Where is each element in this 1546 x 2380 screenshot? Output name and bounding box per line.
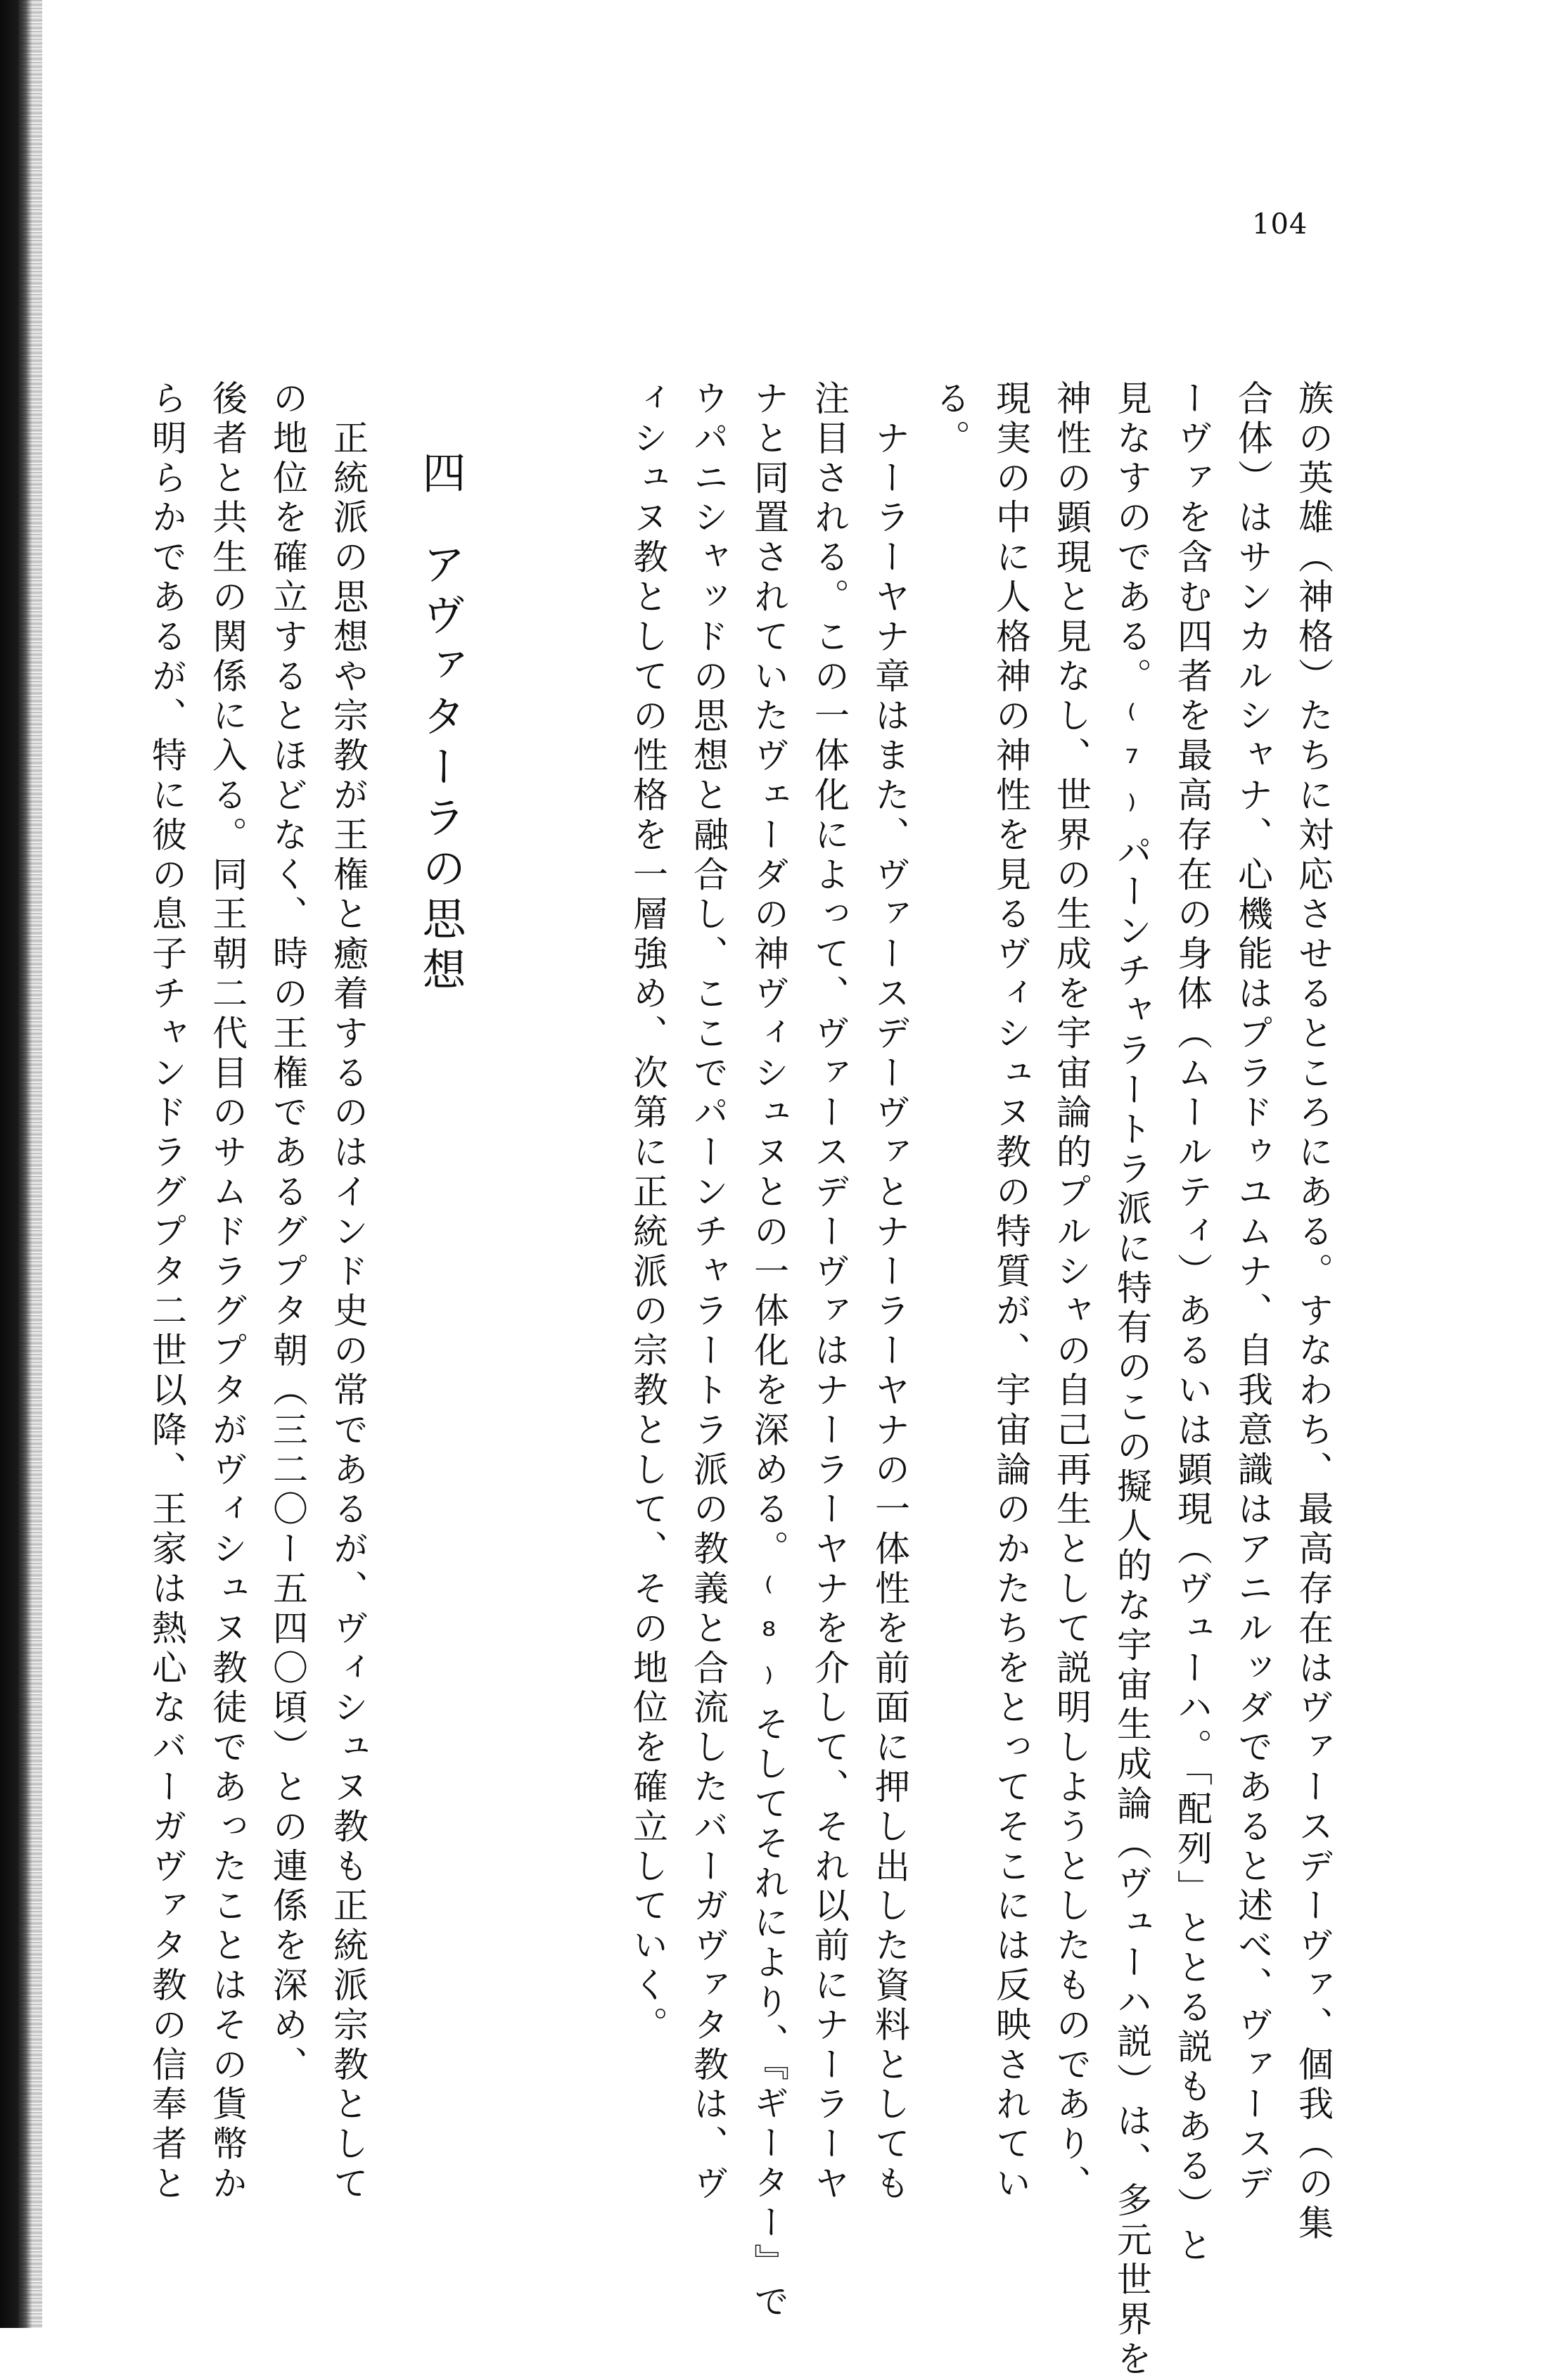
- text-column-14: の地位を確立するとほどなく、時の王権であるグプタ朝（三二〇ー五四〇頃）との連係を深め、: [267, 380, 308, 2086]
- text-column-12: ィシュヌ教としての性格を一層強め、次第に正統派の宗教として、その地位を確立していく。: [627, 380, 668, 2046]
- text-column-4: 見なすのである。⁽⁷⁾パーンチャラートラ派に特有のこの擬人的な宇宙生成論（ヴューハ説）は、多元世界を: [1111, 380, 1152, 2380]
- text-column-3: ーヴァを含む四者を最高存在の身体（ムールティ）あるいは顕現（ヴューハ。「配列」ととる説もある）と: [1172, 380, 1213, 2267]
- text-column-13: 正統派の思想や宗教が王権と癒着するのはインド史の常であるが、ヴィシュヌ教も正統派宗教として: [328, 380, 369, 2205]
- text-column-8: ナーラーヤナ章はまた、ヴァースデーヴァとナーラーヤナの一体性を前面に押し出した資料としても: [869, 380, 910, 2205]
- text-column-15: 後者と共生の関係に入る。同王朝二代目のサムドラグプタがヴィシュヌ教徒であったことはその貨幣か: [207, 380, 248, 2205]
- text-column-9: 注目される。この一体化によって、ヴァースデーヴァはナーラーヤナを介して、それ以前にナーラーヤ: [809, 380, 850, 2205]
- page-number: 104: [1252, 208, 1308, 241]
- text-column-5: 神性の顕現と見なし、世界の生成を宇宙論的プルシャの自己再生として説明しようとしたものであり、: [1051, 380, 1092, 2205]
- text-column-1: 族の英雄（神格）たちに対応させるところにある。すなわち、最高存在はヴァースデーヴァ、個我（の集: [1293, 380, 1334, 2244]
- text-column-2: 合体）はサンカルシャナ、心機能はプラドゥユムナ、自我意識はアニルッダであると述べ、ヴァースデ: [1232, 380, 1273, 2205]
- scan-edge-noise: [21, 0, 42, 2328]
- text-column-10: ナと同置されていたヴェーダの神ヴィシュヌとの一体化を深める。⁽⁸⁾そしてそれにより、『ギーター』で: [748, 380, 789, 2323]
- section-number: 四: [415, 450, 466, 501]
- text-column-11: ウパニシャッドの思想と融合し、ここでパーンチャラートラ派の教義と合流したバーガヴァタ教は、ヴ: [688, 380, 729, 2205]
- section-heading: [409, 450, 472, 997]
- text-column-6: 現実の中に人格神の神性を見るヴィシュヌ教の特質が、宇宙論のかたちをとってそこには反映されてい: [990, 380, 1031, 2205]
- text-column-7: る。: [930, 380, 971, 459]
- section-title: アヴァターラの思想: [415, 542, 466, 997]
- text-column-16: ら明らかであるが、特に彼の息子チャンドラグプタ二世以降、王家は熱心なバーガヴァタ教の信奉者と: [146, 380, 187, 2205]
